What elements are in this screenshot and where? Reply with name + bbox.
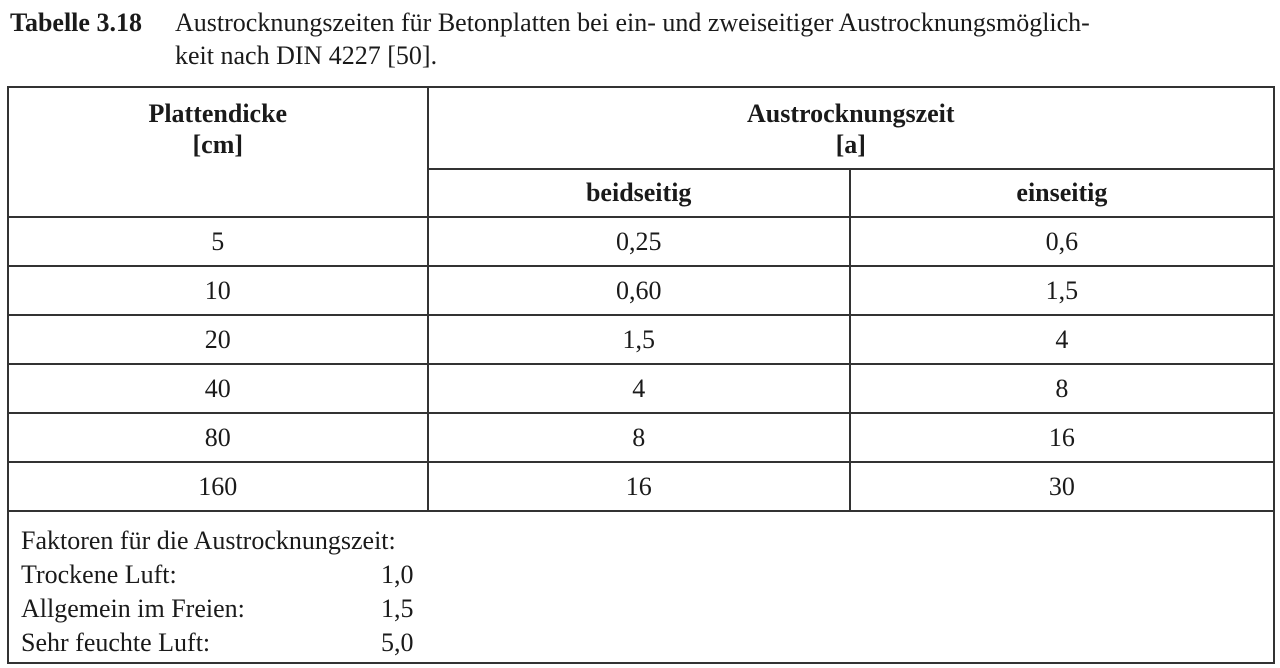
table-row xyxy=(8,413,1274,462)
table-row xyxy=(8,462,1274,511)
cell-both-sides: 1,5 xyxy=(428,315,850,364)
drying-time-table xyxy=(7,86,1275,664)
cell-both-sides: 16 xyxy=(428,462,850,511)
caption-text xyxy=(175,6,1272,72)
table-row xyxy=(8,364,1274,413)
caption-line-1: Austrocknungszeiten für Betonplatten bei ein- und zweiseitiger Austrocknungsmöglich- xyxy=(175,8,1090,37)
header-one-side: einseitig xyxy=(850,169,1274,217)
header-both-sides: beidseitig xyxy=(428,169,850,217)
table-row xyxy=(8,217,1274,266)
cell-both-sides: 0,60 xyxy=(428,266,850,315)
header-thickness xyxy=(8,87,428,217)
table-row xyxy=(8,315,1274,364)
cell-both-sides: 0,25 xyxy=(428,217,850,266)
cell-one-side: 1,5 xyxy=(850,266,1274,315)
cell-thickness: 40 xyxy=(8,364,428,413)
factor-label: Allgemein im Freien: xyxy=(21,594,245,623)
factors-note xyxy=(8,511,1274,663)
header-drying-time-unit: [a] xyxy=(835,130,866,159)
table-row xyxy=(8,266,1274,315)
cell-thickness: 20 xyxy=(8,315,428,364)
cell-both-sides: 4 xyxy=(428,364,850,413)
cell-one-side: 30 xyxy=(850,462,1274,511)
cell-thickness: 160 xyxy=(8,462,428,511)
factors-title: Faktoren für die Austrocknungszeit: xyxy=(21,526,396,555)
header-thickness-unit: [cm] xyxy=(192,130,244,159)
cell-thickness: 10 xyxy=(8,266,428,315)
factor-row xyxy=(21,626,1273,660)
notes-row xyxy=(8,511,1274,663)
factor-row xyxy=(21,592,1273,626)
cell-both-sides: 8 xyxy=(428,413,850,462)
factor-label: Trockene Luft: xyxy=(21,560,177,589)
header-drying-time xyxy=(428,87,1274,169)
factor-value: 1,5 xyxy=(381,594,414,623)
factor-value: 1,0 xyxy=(381,560,414,589)
header-row-top xyxy=(8,87,1274,169)
cell-one-side: 0,6 xyxy=(850,217,1274,266)
header-thickness-title: Plattendicke xyxy=(148,99,288,128)
factor-value: 5,0 xyxy=(381,628,414,657)
cell-one-side: 4 xyxy=(850,315,1274,364)
factor-row xyxy=(21,558,1273,592)
cell-one-side: 8 xyxy=(850,364,1274,413)
header-drying-time-title: Austrocknungszeit xyxy=(747,99,955,128)
cell-thickness: 5 xyxy=(8,217,428,266)
table-caption xyxy=(10,6,1272,72)
caption-label: Tabelle 3.18 xyxy=(10,8,142,37)
factor-label: Sehr feuchte Luft: xyxy=(21,628,211,657)
cell-one-side: 16 xyxy=(850,413,1274,462)
cell-thickness: 80 xyxy=(8,413,428,462)
caption-line-2: keit nach DIN 4227 [50]. xyxy=(175,41,438,70)
